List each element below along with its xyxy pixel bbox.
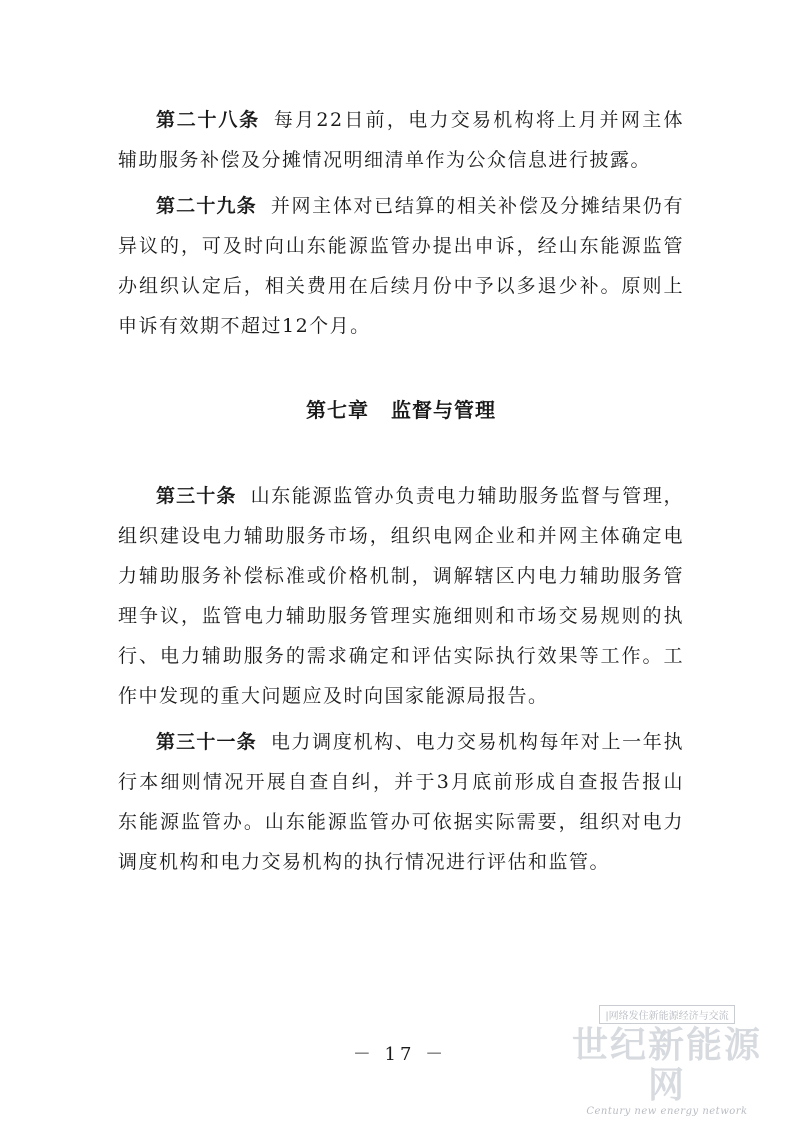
article-28 <box>118 100 684 180</box>
article-29 <box>118 186 684 346</box>
article-number: 第三十一条 <box>156 731 257 753</box>
article-number: 第二十八条 <box>156 109 260 131</box>
article-number: 第二十九条 <box>156 195 257 217</box>
article-number: 第三十条 <box>156 485 237 507</box>
watermark <box>572 1004 762 1117</box>
watermark-logo: 世纪新能源网 <box>572 1025 763 1106</box>
chapter-number: 第七章 <box>306 398 369 422</box>
page-number: － 17 － <box>352 1044 448 1065</box>
watermark-tagline: |网络发住新能源经济与交流 <box>599 1005 734 1024</box>
article-text: 并网主体对已结算的相关补偿及分摊结果仍有异议的，可及时向山东能源监管办提出申诉，经山东能源监管办组织认定后，相关费用在后续月份中予以多退少补。原则上申诉有效期不超过12个月。 <box>118 195 684 337</box>
chapter-heading <box>118 390 684 430</box>
article-30 <box>118 476 684 716</box>
article-text: 电力调度机构、电力交易机构每年对上一年执行本细则情况开展自查自纠，并于3月底前形成自查报告报山东能源监管办。山东能源监管办可依据实际需要，组织对电力调度机构和电力交易机构的执行情况进行评估和监管。 <box>118 731 684 873</box>
article-text: 每月22日前，电力交易机构将上月并网主体辅助服务补偿及分摊情况明细清单作为公众信息进行披露。 <box>118 109 684 171</box>
chapter-title: 监督与管理 <box>391 398 496 422</box>
watermark-subtitle: Century new energy network <box>586 1106 748 1117</box>
document-body <box>118 100 684 882</box>
article-31 <box>118 722 684 882</box>
article-text: 山东能源监管办负责电力辅助服务监督与管理，组织建设电力辅助服务市场，组织电网企业和并网主体确定电力辅助服务补偿标准或价格机制，调解辖区内电力辅助服务管理争议，监管电力辅助服务管理实施细则和市场交易规则的执行、电力辅助服务的需求确定和评估实际执行效果等工作。工作中发现的重大问题应及时向国家能源局报告。 <box>118 485 684 707</box>
